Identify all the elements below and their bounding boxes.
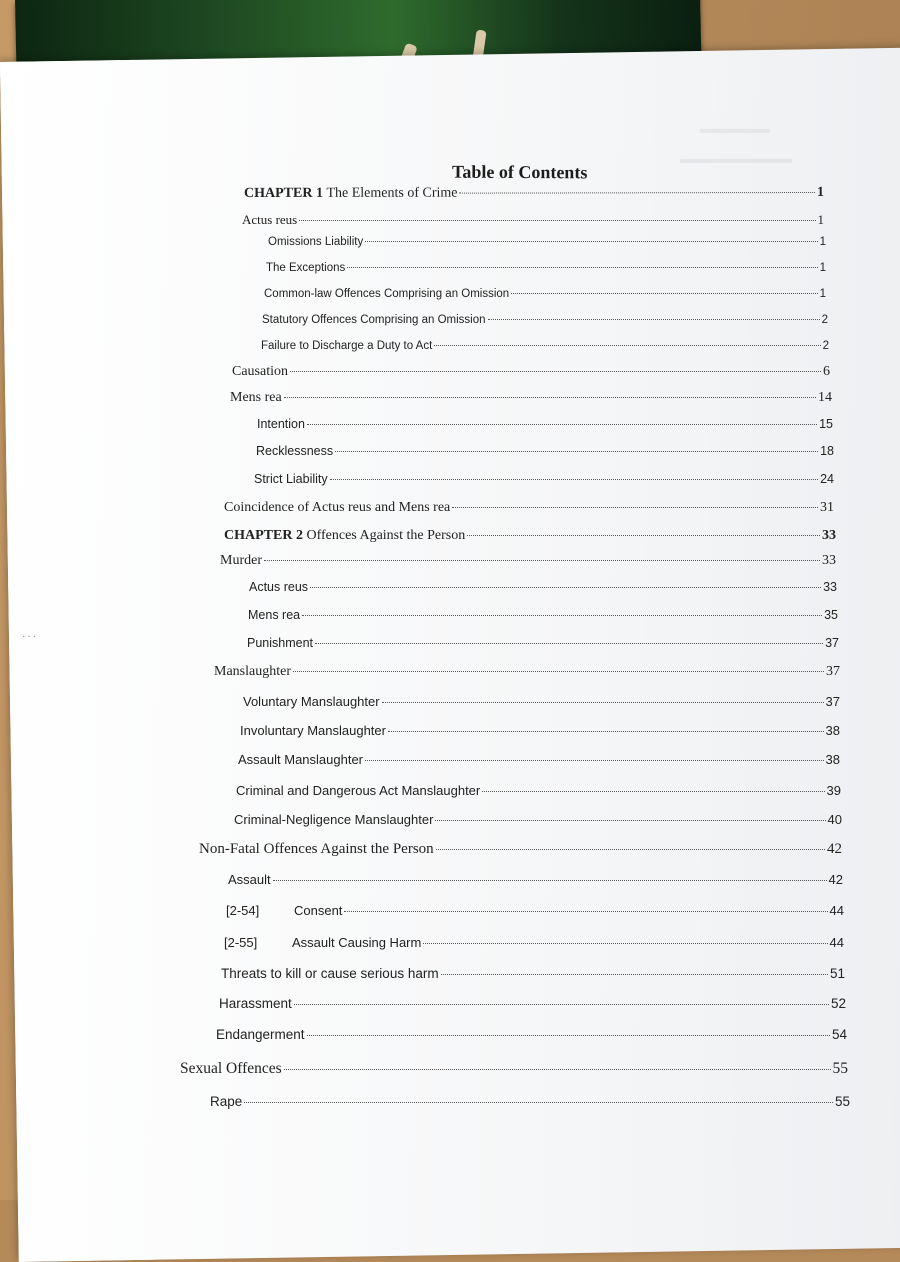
dot-leader — [290, 371, 821, 372]
dot-leader — [347, 267, 817, 268]
dot-leader — [315, 643, 823, 644]
toc-entry-page: 1 — [819, 262, 826, 274]
dot-leader — [264, 560, 820, 561]
toc-entry — [248, 608, 838, 622]
toc-entry-label: Voluntary Manslaughter — [243, 694, 380, 709]
toc-entry — [224, 500, 834, 516]
dot-leader — [284, 1069, 831, 1070]
toc-entry-label: Failure to Discharge a Duty to Act — [261, 340, 433, 352]
toc-entry — [224, 935, 844, 950]
toc-entry-label: Threats to kill or cause serious harm — [221, 966, 439, 981]
toc-entry-label: Strict Liability — [254, 472, 328, 486]
margin-mark: ··· — [22, 632, 38, 643]
toc-entry-label: Manslaughter — [214, 664, 291, 679]
toc-entry-label: Recklessness — [256, 444, 334, 458]
dot-leader — [511, 293, 817, 294]
dot-leader — [434, 345, 820, 346]
toc-entry-page: 33 — [822, 528, 836, 543]
toc-entry — [249, 580, 837, 594]
dot-leader — [436, 849, 825, 850]
toc-entry — [254, 472, 834, 486]
toc-entry — [214, 664, 840, 680]
toc-entry-label: Rape — [210, 1094, 243, 1109]
toc-entry-page: 55 — [832, 1060, 848, 1077]
toc-entry-label: Criminal-Negligence Manslaughter — [234, 812, 434, 827]
toc-entry — [261, 340, 829, 352]
dot-leader — [307, 424, 817, 425]
dot-leader — [365, 760, 824, 761]
dot-leader — [382, 702, 824, 703]
toc-entry-page: 33 — [822, 553, 836, 568]
dot-leader — [467, 535, 820, 536]
toc-entry-label: Assault — [228, 872, 271, 887]
toc-entry — [247, 636, 839, 650]
toc-entry — [226, 903, 844, 918]
dot-leader — [335, 451, 818, 452]
page-title: Table of Contents — [451, 161, 588, 183]
toc-entry-page: 15 — [819, 417, 833, 431]
toc-entry — [238, 752, 840, 767]
dot-leader — [423, 943, 827, 944]
dot-leader — [365, 241, 817, 242]
toc-entry-label: Coincidence of Actus reus and Mens rea — [224, 500, 451, 515]
chapter-number: CHAPTER 1 — [243, 185, 323, 201]
document-page — [0, 47, 900, 1262]
toc-entry-label: Common-law Offences Comprising an Omission — [264, 288, 510, 300]
toc-entry — [234, 812, 842, 827]
toc-entry-page: 37 — [825, 694, 840, 709]
toc-entry — [243, 694, 840, 709]
toc-entry — [257, 417, 833, 431]
toc-entry-page: 1 — [819, 288, 826, 300]
dot-leader — [435, 820, 825, 821]
toc-entry-label: Intention — [257, 417, 305, 431]
toc-entry-chapter-2 — [224, 528, 836, 544]
section-code: [2-55] — [224, 935, 258, 950]
toc-entry-page: 38 — [825, 723, 840, 738]
toc-entry-page: 37 — [826, 664, 840, 679]
toc-entry-label: Endangerment — [216, 1027, 305, 1042]
toc-entry-page: 37 — [825, 636, 839, 650]
toc-entry-label: Non-Fatal Offences Against the Person — [199, 841, 434, 857]
toc-entry-label: Criminal and Dangerous Act Manslaughter — [236, 783, 481, 798]
toc-entry-page: 2 — [821, 314, 828, 326]
toc-entry-page: 1 — [817, 212, 824, 227]
chapter-number: CHAPTER 2 — [224, 528, 303, 543]
toc-entry-label: The Elements of Crime — [326, 185, 458, 201]
toc-entry-label: Murder — [220, 553, 262, 568]
toc-entry-page: 44 — [829, 903, 844, 918]
dot-leader — [244, 1102, 833, 1103]
toc-entry — [262, 314, 828, 326]
toc-entry — [221, 966, 845, 981]
toc-entry-label: Assault Manslaughter — [238, 752, 364, 767]
toc-entry-page: 33 — [823, 580, 837, 594]
dot-leader — [330, 479, 818, 480]
toc-entry-page: 6 — [823, 364, 830, 379]
dot-leader — [299, 220, 815, 221]
toc-entry-page: 35 — [824, 608, 838, 622]
toc-entry — [264, 288, 826, 300]
toc-entry-label: Sexual Offences — [180, 1060, 282, 1077]
dot-leader — [284, 397, 816, 398]
toc-entry-label: Mens rea — [230, 390, 282, 405]
toc-entry — [242, 212, 824, 228]
section-code: [2-54] — [226, 903, 260, 918]
toc-entry-label: Harassment — [219, 996, 292, 1011]
toc-entry-page: 54 — [831, 1027, 847, 1042]
toc-entry — [230, 390, 832, 406]
toc-entry-label: Consent — [294, 903, 343, 918]
toc-entry-chapter-1 — [244, 185, 824, 202]
toc-entry-label: Offences Against the Person — [306, 528, 466, 543]
toc-entry-page: 51 — [829, 966, 845, 981]
toc-entry — [210, 1094, 850, 1109]
toc-entry — [180, 1060, 848, 1078]
toc-entry-label: Statutory Offences Comprising an Omission — [262, 314, 486, 326]
toc-entry — [236, 783, 841, 798]
toc-entry — [232, 364, 830, 380]
toc-entry — [199, 841, 842, 858]
toc-entry-page: 40 — [827, 812, 842, 827]
toc-entry-page: 2 — [822, 340, 829, 352]
toc-entry — [268, 236, 826, 248]
dot-leader — [488, 319, 820, 320]
toc-entry-label: The Exceptions — [266, 262, 346, 274]
toc-entry-label: Causation — [232, 364, 288, 379]
toc-entry-label: Actus reus — [249, 580, 309, 594]
toc-entry-page: 42 — [828, 872, 843, 887]
toc-entry-label: Mens rea — [248, 608, 301, 622]
toc-entry-page: 18 — [820, 444, 834, 458]
toc-entry — [220, 553, 836, 569]
dot-leader — [459, 192, 815, 194]
toc-entry-page: 55 — [834, 1094, 850, 1109]
dot-leader — [293, 671, 824, 672]
show-through-text: ▬▬▬▬▬▬▬▬ — [680, 150, 792, 166]
dot-leader — [344, 911, 827, 912]
dot-leader — [302, 615, 822, 616]
toc-entry-label: Punishment — [247, 636, 314, 650]
toc-entry-page: 24 — [820, 472, 834, 486]
dot-leader — [452, 507, 818, 508]
dot-leader — [307, 1035, 830, 1036]
dot-leader — [310, 587, 821, 588]
dot-leader — [482, 791, 824, 792]
toc-entry-page: 1 — [816, 184, 825, 200]
dot-leader — [441, 974, 828, 975]
dot-leader — [294, 1004, 829, 1005]
dot-leader — [388, 731, 824, 732]
toc-entry-page: 14 — [818, 390, 832, 405]
toc-entry-label: Omissions Liability — [268, 236, 364, 248]
toc-entry-page: 44 — [829, 935, 844, 950]
toc-entry-label: Involuntary Manslaughter — [240, 723, 386, 738]
toc-entry-page: 1 — [819, 236, 826, 248]
toc-entry — [219, 996, 846, 1011]
toc-entry-label: Assault Causing Harm — [292, 935, 422, 950]
toc-entry-page: 52 — [830, 996, 846, 1011]
toc-entry-page: 42 — [827, 841, 842, 857]
dot-leader — [273, 880, 827, 881]
toc-entry — [240, 723, 840, 738]
toc-entry-page: 31 — [820, 500, 834, 515]
toc-entry — [266, 262, 826, 274]
show-through-text: ▬▬▬▬▬ — [700, 120, 770, 136]
toc-entry-page: 38 — [825, 752, 840, 767]
toc-entry — [256, 444, 834, 458]
toc-entry — [216, 1027, 847, 1042]
toc-entry-page: 39 — [826, 783, 841, 798]
toc-entry — [228, 872, 843, 887]
toc-entry-label: Actus reus — [242, 212, 298, 227]
